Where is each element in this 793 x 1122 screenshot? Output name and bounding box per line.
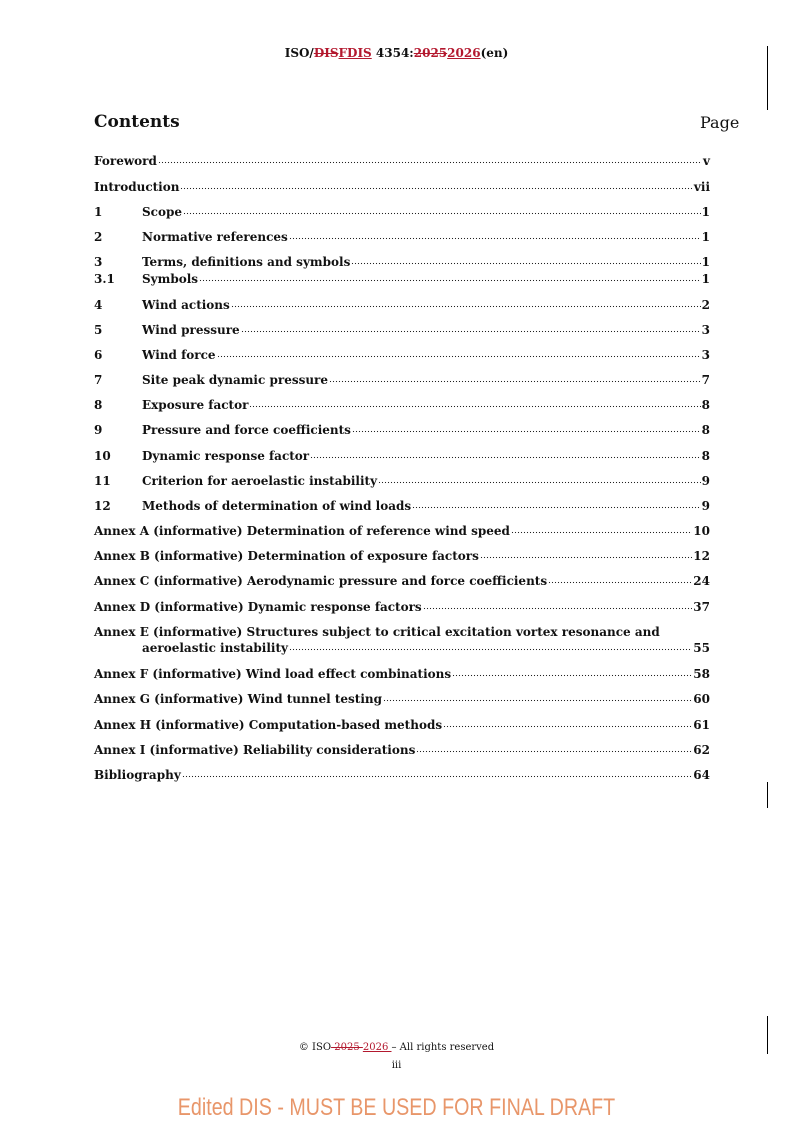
toc-entry[interactable] xyxy=(94,448,710,464)
toc-entry-page: 1 xyxy=(701,272,710,286)
copyright-deleted-year: 2025 xyxy=(331,1042,363,1053)
toc-leader-dots xyxy=(329,373,701,385)
toc-leader-dots xyxy=(249,398,700,410)
toc-entry[interactable] xyxy=(94,297,710,313)
page-column-label: Page xyxy=(700,113,740,132)
contents-title: Contents xyxy=(94,112,180,132)
toc-leader-dots xyxy=(423,600,693,612)
toc-leader-dots xyxy=(480,549,692,561)
toc-leader-dots xyxy=(378,474,701,486)
toc-entry-number: 5 xyxy=(94,323,103,337)
toc-entry[interactable] xyxy=(94,473,710,489)
toc-leader-dots xyxy=(452,667,692,679)
change-bar xyxy=(767,46,768,110)
toc-entry-page: 62 xyxy=(693,743,710,757)
toc-entry[interactable] xyxy=(94,179,710,195)
toc-entry-title: Annex F (informative) Wind load effect combinations xyxy=(94,667,452,681)
toc-entry[interactable] xyxy=(94,498,710,514)
toc-entry-page: 9 xyxy=(701,474,710,488)
header-inserted-year: 2026 xyxy=(447,46,481,60)
toc-entry-title: Wind force xyxy=(142,348,216,362)
toc-entry-title: Methods of determination of wind loads xyxy=(142,499,412,513)
toc-leader-dots xyxy=(511,524,692,536)
toc-entry[interactable] xyxy=(94,624,710,640)
toc-entry-number: 10 xyxy=(94,449,111,463)
toc-entry-page: vii xyxy=(693,180,710,194)
toc-entry[interactable] xyxy=(94,523,710,539)
toc-leader-dots xyxy=(217,348,701,360)
toc-entry[interactable] xyxy=(94,599,710,615)
toc-entry-number: 7 xyxy=(94,373,103,387)
toc-entry-page: 1 xyxy=(701,205,710,219)
toc-entry[interactable] xyxy=(94,153,710,169)
copyright-inserted-year: 2026 xyxy=(362,1042,392,1053)
toc-entry-title: Foreword xyxy=(94,154,157,168)
toc-entry-title: Annex I (informative) Reliability considerations xyxy=(94,743,416,757)
header-deleted-stage: DIS xyxy=(313,46,339,60)
toc-entry-number: 3 xyxy=(94,255,103,269)
toc-entry[interactable] xyxy=(94,691,710,707)
toc-entry[interactable] xyxy=(94,229,710,245)
toc-leader-dots xyxy=(412,499,700,511)
draft-watermark: Edited DIS - MUST BE USED FOR FINAL DRAFT xyxy=(177,1094,616,1121)
toc-entry-page: 64 xyxy=(693,768,710,782)
toc-entry-title: Criterion for aeroelastic instability xyxy=(142,474,378,488)
toc-entry-page: 9 xyxy=(701,499,710,513)
toc-leader-dots xyxy=(383,692,692,704)
toc-entry-page: 7 xyxy=(701,373,710,387)
toc-entry[interactable] xyxy=(94,742,710,758)
toc-entry[interactable] xyxy=(94,422,710,438)
toc-entry-page: 3 xyxy=(701,323,710,337)
toc-entry-page: 60 xyxy=(693,692,710,706)
toc-leader-dots xyxy=(180,180,692,192)
toc-entry-title: Annex B (informative) Determination of exposure factors xyxy=(94,549,479,563)
toc-entry-title: Annex A (informative) Determination of reference wind speed xyxy=(94,524,510,538)
toc-entry-title: Symbols xyxy=(142,272,199,286)
toc-entry-number: 4 xyxy=(94,298,103,312)
toc-entry[interactable] xyxy=(94,767,710,783)
header-inserted-stage: FDIS xyxy=(338,46,372,60)
document-header xyxy=(0,46,793,60)
toc-entry-page: 2 xyxy=(701,298,710,312)
toc-entry-title: Annex C (informative) Aerodynamic pressure and force coefficients xyxy=(94,574,548,588)
copyright-suffix: – All rights reserved xyxy=(391,1042,495,1053)
toc-entry-page: 37 xyxy=(693,600,710,614)
toc-entry-title: Annex H (informative) Computation-based methods xyxy=(94,718,443,732)
toc-entry-title: Pressure and force coefficients xyxy=(142,423,351,437)
toc-entry-page: 3 xyxy=(701,348,710,362)
toc-leader-dots xyxy=(352,423,701,435)
toc-entry-page: 10 xyxy=(693,524,710,538)
toc-entry-page: 24 xyxy=(693,574,710,588)
toc-leader-dots xyxy=(416,743,692,755)
toc-entry-title: Annex D (informative) Dynamic response factors xyxy=(94,600,422,614)
change-bar xyxy=(767,782,768,808)
toc-entry[interactable] xyxy=(94,372,710,388)
toc-entry-page: 1 xyxy=(701,230,710,244)
toc-entry-number: 2 xyxy=(94,230,103,244)
toc-leader-dots xyxy=(289,230,701,242)
toc-entry-title: Site peak dynamic pressure xyxy=(142,373,329,387)
toc-leader-dots xyxy=(443,718,692,730)
toc-leader-dots xyxy=(289,641,692,653)
toc-entry[interactable] xyxy=(94,322,710,338)
toc-leader-dots xyxy=(548,574,692,586)
copyright-notice xyxy=(0,1042,793,1053)
toc-entry-title: Normative references xyxy=(142,230,288,244)
toc-entry-number: 6 xyxy=(94,348,103,362)
toc-entry-title: Annex G (informative) Wind tunnel testing xyxy=(94,692,382,706)
toc-entry[interactable] xyxy=(94,548,710,564)
toc-leader-dots xyxy=(199,272,701,284)
toc-entry-title: Wind pressure xyxy=(142,323,240,337)
toc-entry[interactable] xyxy=(94,271,710,287)
header-mid: 4354: xyxy=(371,46,414,60)
toc-entry[interactable] xyxy=(94,573,710,589)
toc-entry-page: 1 xyxy=(701,255,710,269)
toc-entry-page: 8 xyxy=(701,449,710,463)
toc-entry-page: 58 xyxy=(693,667,710,681)
toc-entry[interactable] xyxy=(94,666,710,682)
toc-entry-page: 55 xyxy=(693,641,710,655)
toc-entry-page: 8 xyxy=(701,423,710,437)
copyright-prefix: © ISO xyxy=(298,1042,332,1053)
toc-entry[interactable] xyxy=(94,254,710,270)
toc-leader-dots xyxy=(351,255,700,267)
toc-entry-continuation[interactable] xyxy=(94,640,710,656)
toc-entry-number: 3.1 xyxy=(94,272,115,286)
toc-entry-title: aeroelastic instability xyxy=(142,641,288,655)
header-deleted-year: 2025 xyxy=(413,46,448,60)
toc-entry-title: Terms, definitions and symbols xyxy=(142,255,351,269)
toc-leader-dots xyxy=(231,298,701,310)
toc-entry-number: 11 xyxy=(94,474,111,488)
toc-entry[interactable] xyxy=(94,397,710,413)
toc-entry-number: 12 xyxy=(94,499,111,513)
header-prefix: ISO/ xyxy=(284,46,314,60)
toc-entry-page: 8 xyxy=(701,398,710,412)
toc-leader-dots xyxy=(310,449,701,461)
toc-leader-dots xyxy=(158,154,702,166)
header-suffix: (en) xyxy=(480,46,509,60)
toc-entry-page: v xyxy=(703,154,710,168)
toc-entry-page: 12 xyxy=(693,549,710,563)
toc-entry-title: Bibliography xyxy=(94,768,181,782)
toc-entry[interactable] xyxy=(94,204,710,220)
toc-entry-title: Scope xyxy=(142,205,183,219)
toc-entry-number: 1 xyxy=(94,205,103,219)
toc-leader-dots xyxy=(183,205,701,217)
toc-entry-number: 9 xyxy=(94,423,103,437)
toc-entry-title: Dynamic response factor xyxy=(142,449,310,463)
toc-leader-dots xyxy=(182,768,693,780)
toc-entry-page: 61 xyxy=(693,718,710,732)
page-number: iii xyxy=(391,1060,402,1071)
toc-entry-title: Annex E (informative) Structures subject to critical excitation vortex resonance and xyxy=(94,625,660,639)
toc-entry[interactable] xyxy=(94,347,710,363)
toc-leader-dots xyxy=(241,323,701,335)
toc-entry-title: Introduction xyxy=(94,180,180,194)
toc-entry-title: Wind actions xyxy=(142,298,230,312)
toc-entry[interactable] xyxy=(94,717,710,733)
toc-entry-number: 8 xyxy=(94,398,103,412)
toc-entry-title: Exposure factor xyxy=(142,398,249,412)
